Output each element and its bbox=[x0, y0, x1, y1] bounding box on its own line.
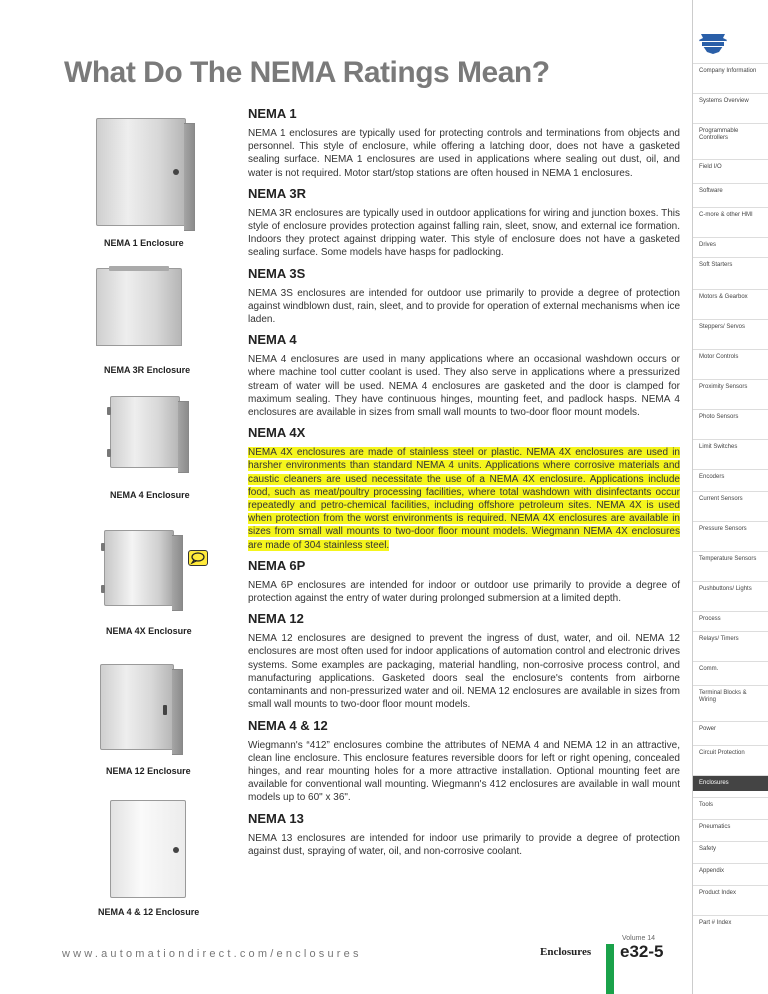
sidebar-tab-comm[interactable]: Comm. bbox=[699, 666, 719, 672]
sidebar-tab-relays-timers[interactable]: Relays/ Timers bbox=[699, 636, 739, 642]
section-body: NEMA 3S enclosures are intended for outdoor use primarily to provide a degree of protection against windblown dust, rain, sleet, and to provide for operation of external mechanisms when ice laden. bbox=[248, 287, 680, 326]
section-body: NEMA 12 enclosures are designed to prevent the ingress of dust, water, and oil. NEMA 12 enclosures are most often used for indoor applications of automation control and electronic drives systems. Some examples are packaging, material handling, non-corrosive process control, and manufacturing applications. Gasketed doors seal the enclosure's contents from airborne contaminants and non-pressurized water and oil. NEMA 12 enclosures are available in sizes from small wall mounts to two-door floor mount models. bbox=[248, 633, 680, 711]
section-heading: NEMA 4X bbox=[248, 425, 306, 441]
section-heading: NEMA 6P bbox=[248, 557, 306, 573]
sidebar-divider bbox=[693, 63, 768, 64]
footer-section-name: Enclosures bbox=[540, 946, 592, 958]
section-nema-3s bbox=[248, 266, 680, 327]
automation-direct-logo-icon bbox=[697, 32, 729, 56]
comment-icon[interactable] bbox=[188, 550, 208, 566]
sidebar-tab-software[interactable]: Software bbox=[699, 188, 723, 194]
sidebar-divider bbox=[693, 207, 768, 208]
section-heading: NEMA 3R bbox=[248, 185, 307, 201]
sidebar-tab-enclosures[interactable]: Enclosures bbox=[693, 776, 768, 791]
sidebar-divider bbox=[693, 93, 768, 94]
sidebar-tab-soft-starters[interactable]: Soft Starters bbox=[699, 262, 733, 268]
sidebar-tab-terminal-blocks-wiring[interactable]: Terminal Blocks & Wiring bbox=[699, 690, 747, 703]
sidebar-divider bbox=[693, 521, 768, 522]
highlighted-text[interactable]: NEMA 4X enclosures are made of stainless steel or plastic. NEMA 4X enclosures are used in harsher environments than standard NEMA 4 units. Applications where corrosive materials and caustic cleaners are used necessitate the use of a NEMA 4X enclosure. Applications include food, such as meat/poultry processing facilities, where total washdown with disinfectants occur repeatedly and petro-chemical facilities, including offshore petroleum sites. NEMA 4X is used when protection from the worst environments is required. NEMA 4X enclosures are available in sizes from small wall mounts to two-door floor mount models. Wiegmann NEMA 4X enclosures are made of 304 stainless steel. bbox=[248, 447, 680, 551]
section-heading: NEMA 4 & 12 bbox=[248, 717, 328, 733]
rain-hood-icon bbox=[109, 266, 169, 271]
section-heading: NEMA 4 bbox=[248, 332, 297, 348]
footer-volume: Volume 14 bbox=[622, 935, 656, 942]
sidebar-tab-product-index[interactable]: Product Index bbox=[699, 890, 737, 896]
section-heading: NEMA 13 bbox=[248, 810, 304, 826]
enclosure-image-nema-3r bbox=[96, 268, 182, 346]
enclosure-image-nema-4x bbox=[104, 530, 174, 606]
sidebar-tab-tools[interactable]: Tools bbox=[699, 802, 714, 808]
sidebar-tab-pushbuttons-lights[interactable]: Pushbuttons/ Lights bbox=[699, 586, 752, 592]
sidebar-divider bbox=[693, 745, 768, 746]
sidebar-divider bbox=[693, 685, 768, 686]
footer-url-link[interactable]: www.automationdirect.com/enclosures bbox=[62, 948, 362, 960]
section-nema-4x bbox=[248, 425, 680, 552]
enclosure-image-nema-4-12 bbox=[110, 800, 186, 898]
latch-icon bbox=[173, 847, 179, 853]
section-nema-6p bbox=[248, 558, 680, 605]
sidebar-tab-pressure-sensors[interactable]: Pressure Sensors bbox=[699, 526, 747, 532]
sidebar-tab-appendix[interactable]: Appendix bbox=[699, 868, 725, 874]
sidebar-tab-proximity-sensors[interactable]: Proximity Sensors bbox=[699, 384, 748, 390]
section-body: NEMA 3R enclosures are typically used in outdoor applications for wiring and junction boxes. This style of enclosure provides protection against falling rain, sleet, snow, and external ice formation. Indoors they protect against dripping water. This style of enclosure does not have a gasketed sealing surface. Some models have hasps for padlocking. bbox=[248, 207, 680, 259]
sidebar-divider bbox=[693, 841, 768, 842]
section-body: NEMA 1 enclosures are typically used for protecting controls and terminations from objects and personnel. This style of enclosure, while offering a latching door, does not have a gasketed sealing surface. NEMA 1 enclosures are used in applications where sealing out dust, oil, and water is not required. Motor start/stop stations are often housed in NEMA 1 enclosures. bbox=[248, 128, 680, 179]
sidebar-divider bbox=[693, 183, 768, 184]
enclosure-image-nema-4 bbox=[110, 396, 180, 468]
sidebar-divider bbox=[693, 491, 768, 492]
section-body-highlighted bbox=[248, 446, 680, 552]
sidebar-divider bbox=[693, 349, 768, 350]
hinge-icon bbox=[107, 407, 111, 415]
sidebar-tab-systems-overview[interactable]: Systems Overview bbox=[699, 98, 749, 104]
figure-caption: NEMA 12 Enclosure bbox=[106, 766, 191, 776]
sidebar-tab-company-information[interactable]: Company Information bbox=[699, 68, 757, 74]
section-nema-4-12 bbox=[248, 718, 680, 805]
sidebar-tab-part-index[interactable]: Part # Index bbox=[699, 920, 732, 926]
sidebar-divider bbox=[693, 581, 768, 582]
page-number: e32-5 bbox=[620, 942, 664, 961]
section-body: NEMA 6P enclosures are intended for indoor or outdoor use primarily to provide a degree of protection against the entry of water during prolonged submersion at a limited depth. bbox=[248, 579, 680, 605]
section-body: Wiegmann's “412” enclosures combine the attributes of NEMA 4 and NEMA 12 in an attractive, clean line enclosure. This enclosure features reversible doors for left or right opening, concealed hinges, and rear mounting holes for a more attractive installation. Optional mounting feet are available for conventional wall mounting. Wiegmann's 412 enclosures are available in wall mount models up to 60" x 36". bbox=[248, 739, 680, 804]
sidebar-tab-programmable-controllers[interactable]: Programmable Controllers bbox=[699, 128, 739, 141]
section-heading: NEMA 3S bbox=[248, 265, 306, 281]
sidebar-tab-motor-controls[interactable]: Motor Controls bbox=[699, 354, 739, 360]
sidebar-divider bbox=[693, 123, 768, 124]
section-heading: NEMA 1 bbox=[248, 106, 297, 121]
section-body: NEMA 4 enclosures are used in many applications where an occasional washdown occurs or where machine tool cutter coolant is used. They also serve in applications where a pressurized stream of water will be used. NEMA 4 enclosures are gasketed and the door is clamped for maximum sealing. They have continuous hinges, mounting feet, and padlock hasps. NEMA 4 enclosures are available in sizes from small wall mounts to two-door floor mount models. bbox=[248, 354, 680, 419]
hinge-icon bbox=[107, 449, 111, 457]
sidebar-divider bbox=[693, 721, 768, 722]
section-body: NEMA 13 enclosures are intended for indoor use primarily to provide a degree of protection against dust, spraying of water, oil, and non-corrosive coolant. bbox=[248, 832, 680, 857]
section-nema-1 bbox=[248, 106, 680, 180]
sidebar-tab-process[interactable]: Process bbox=[699, 616, 721, 622]
figure-caption: NEMA 4 Enclosure bbox=[110, 490, 190, 500]
footer-accent-bar bbox=[606, 944, 614, 994]
latch-icon bbox=[163, 705, 167, 715]
figure-caption: NEMA 4X Enclosure bbox=[106, 626, 192, 636]
sidebar-divider bbox=[693, 631, 768, 632]
sidebar-divider bbox=[693, 863, 768, 864]
section-nema-4 bbox=[248, 332, 680, 419]
sidebar-divider bbox=[693, 319, 768, 320]
sidebar-tab-steppers-servos[interactable]: Steppers/ Servos bbox=[699, 324, 746, 330]
sidebar-tab-temperature-sensors[interactable]: Temperature Sensors bbox=[699, 556, 757, 562]
sidebar-tab-current-sensors[interactable]: Current Sensors bbox=[699, 496, 743, 502]
sidebar-divider bbox=[693, 885, 768, 886]
section-nema-3r bbox=[248, 186, 680, 260]
sidebar-tab-pneumatics[interactable]: Pneumatics bbox=[699, 824, 731, 830]
sidebar-divider bbox=[693, 159, 768, 160]
sidebar-divider bbox=[693, 611, 768, 612]
figure-caption: NEMA 4 & 12 Enclosure bbox=[98, 907, 200, 917]
sidebar-tab-safety[interactable]: Safety bbox=[699, 846, 717, 852]
sidebar-divider bbox=[693, 439, 768, 440]
sidebar-divider bbox=[693, 237, 768, 238]
section-nema-12 bbox=[248, 611, 680, 711]
sidebar-divider bbox=[693, 469, 768, 470]
sidebar-tab-c-more-other-hmi[interactable]: C-more & other HMI bbox=[699, 212, 753, 218]
nema-ratings-content bbox=[248, 106, 680, 864]
hinge-icon bbox=[101, 585, 105, 593]
sidebar-divider bbox=[693, 257, 768, 258]
sidebar-divider bbox=[693, 661, 768, 662]
sidebar-divider bbox=[693, 551, 768, 552]
sidebar-tab-motors-gearbox[interactable]: Motors & Gearbox bbox=[699, 294, 748, 300]
section-nema-13 bbox=[248, 811, 680, 858]
sidebar-tab-circuit-protection[interactable]: Circuit Protection bbox=[699, 750, 745, 756]
sidebar-tab-drives[interactable]: Drives bbox=[699, 242, 717, 248]
sidebar-tab-field-i-o[interactable]: Field I/O bbox=[699, 164, 722, 170]
latch-icon bbox=[173, 169, 179, 175]
sidebar-divider bbox=[693, 289, 768, 290]
sidebar-divider bbox=[693, 409, 768, 410]
sidebar-divider bbox=[693, 797, 768, 798]
section-heading: NEMA 12 bbox=[248, 611, 304, 627]
sidebar-divider bbox=[693, 819, 768, 820]
section-tabs-sidebar bbox=[692, 0, 768, 994]
sidebar-divider bbox=[693, 915, 768, 916]
page-title: What Do The NEMA Ratings Mean? bbox=[64, 56, 550, 89]
sidebar-tab-power[interactable]: Power bbox=[699, 726, 717, 732]
sidebar-divider bbox=[693, 379, 768, 380]
enclosure-image-nema-12 bbox=[100, 664, 174, 750]
figure-caption: NEMA 3R Enclosure bbox=[104, 365, 191, 375]
sidebar-tab-encoders[interactable]: Encoders bbox=[699, 474, 725, 480]
enclosure-image-nema-1 bbox=[96, 118, 186, 226]
speech-bubble-icon bbox=[189, 551, 207, 565]
figure-caption: NEMA 1 Enclosure bbox=[104, 238, 184, 248]
sidebar-tab-photo-sensors[interactable]: Photo Sensors bbox=[699, 414, 739, 420]
sidebar-tab-limit-switches[interactable]: Limit Switches bbox=[699, 444, 738, 450]
hinge-icon bbox=[101, 543, 105, 551]
